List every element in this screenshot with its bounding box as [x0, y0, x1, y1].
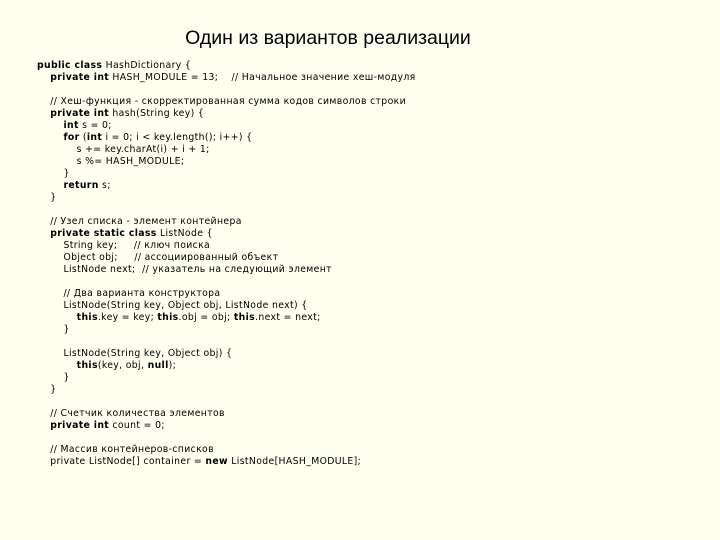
code-line	[37, 300, 416, 312]
code-line	[37, 84, 416, 96]
code-text	[37, 360, 77, 371]
code-text: count = 0;	[109, 420, 165, 431]
code-line	[37, 240, 416, 252]
code-line	[37, 312, 416, 324]
code-keyword: int	[86, 132, 103, 143]
code-text: }	[37, 168, 70, 179]
code-text: s %= HASH_MODULE;	[37, 156, 185, 167]
code-keyword: this	[233, 312, 256, 323]
code-text: }	[37, 384, 57, 395]
code-line	[37, 384, 416, 396]
code-keyword: this	[157, 312, 179, 323]
code-line	[37, 144, 416, 156]
code-line	[37, 228, 416, 240]
code-line	[37, 324, 416, 336]
code-line	[37, 360, 416, 372]
code-keyword: null	[147, 360, 169, 371]
code-line	[37, 456, 416, 468]
code-text: private ListNode[] container =	[37, 456, 206, 467]
code-text: (	[79, 132, 87, 143]
code-text: (key, obj,	[97, 360, 148, 371]
code-text: s = 0;	[78, 120, 112, 131]
code-text: ListNode {	[156, 228, 213, 239]
code-text: }	[37, 192, 57, 203]
code-line	[37, 264, 416, 276]
code-line	[37, 336, 416, 348]
code-line	[37, 408, 416, 420]
code-text	[37, 108, 50, 119]
code-line	[37, 252, 416, 264]
code-keyword: this	[76, 312, 98, 323]
code-keyword: this	[76, 360, 98, 371]
code-line	[37, 276, 416, 288]
code-line	[37, 156, 416, 168]
code-text: .obj = obj;	[178, 312, 234, 323]
code-line	[37, 444, 416, 456]
code-text: // Массив контейнеров-списков	[37, 444, 214, 455]
code-keyword: int	[63, 120, 79, 131]
code-text: .key = key;	[97, 312, 158, 323]
code-text	[37, 120, 63, 131]
code-line	[37, 216, 416, 228]
code-text: String key; // ключ поиска	[37, 240, 211, 251]
code-line	[37, 204, 416, 216]
code-text	[37, 420, 50, 431]
code-text: hash(String key) {	[109, 108, 205, 119]
code-text	[37, 312, 77, 323]
code-line	[37, 72, 416, 84]
code-line	[37, 192, 416, 204]
code-keyword: private int	[50, 420, 110, 431]
code-text: HashDictionary {	[102, 60, 192, 71]
code-text: }	[37, 324, 70, 335]
code-line	[37, 60, 416, 72]
code-line	[37, 432, 416, 444]
code-line	[37, 96, 416, 108]
code-text: ListNode next; // указатель на следующий элемент	[37, 264, 332, 275]
code-keyword: public class	[37, 60, 103, 71]
code-line	[37, 348, 416, 360]
code-text: ListNode(String key, Object obj, ListNode next) {	[37, 300, 308, 311]
code-text: // Узел списка - элемент контейнера	[37, 216, 242, 227]
code-text: // Хеш-функция - скорректированная сумма кодов символов строки	[37, 96, 406, 107]
code-text	[37, 72, 50, 83]
code-text: ListNode[HASH_MODULE];	[227, 456, 362, 467]
code-line	[37, 108, 416, 120]
slide-title: Один из вариантов реализации	[185, 27, 471, 49]
code-text: // Два варианта конструктора	[37, 288, 221, 299]
code-line	[37, 132, 416, 144]
code-text: Object obj; // ассоциированный объект	[37, 252, 279, 263]
code-keyword: private static class	[50, 228, 157, 239]
code-line	[37, 420, 416, 432]
code-line	[37, 396, 416, 408]
code-text: ListNode(String key, Object obj) {	[37, 348, 233, 359]
code-text: s += key.charAt(i) + i + 1;	[37, 144, 210, 155]
code-text	[37, 180, 63, 191]
code-text: s;	[98, 180, 111, 191]
code-keyword: for	[63, 132, 80, 143]
code-line	[37, 372, 416, 384]
code-line	[37, 120, 416, 132]
code-text: HASH_MODULE = 13; // Начальное значение хеш-модуля	[109, 72, 416, 83]
code-line	[37, 180, 416, 192]
code-listing	[37, 60, 416, 468]
code-text: // Счетчик количества элементов	[37, 408, 225, 419]
code-text	[37, 228, 50, 239]
code-line	[37, 168, 416, 180]
code-text: .next = next;	[255, 312, 321, 323]
code-text: i = 0; i < key.length(); i++) {	[102, 132, 253, 143]
code-text	[37, 132, 63, 143]
code-line	[37, 288, 416, 300]
code-keyword: private int	[50, 108, 110, 119]
code-keyword: private int	[50, 72, 110, 83]
code-text: );	[168, 360, 177, 371]
code-keyword: new	[205, 456, 228, 467]
code-keyword: return	[63, 180, 99, 191]
code-text: }	[37, 372, 70, 383]
